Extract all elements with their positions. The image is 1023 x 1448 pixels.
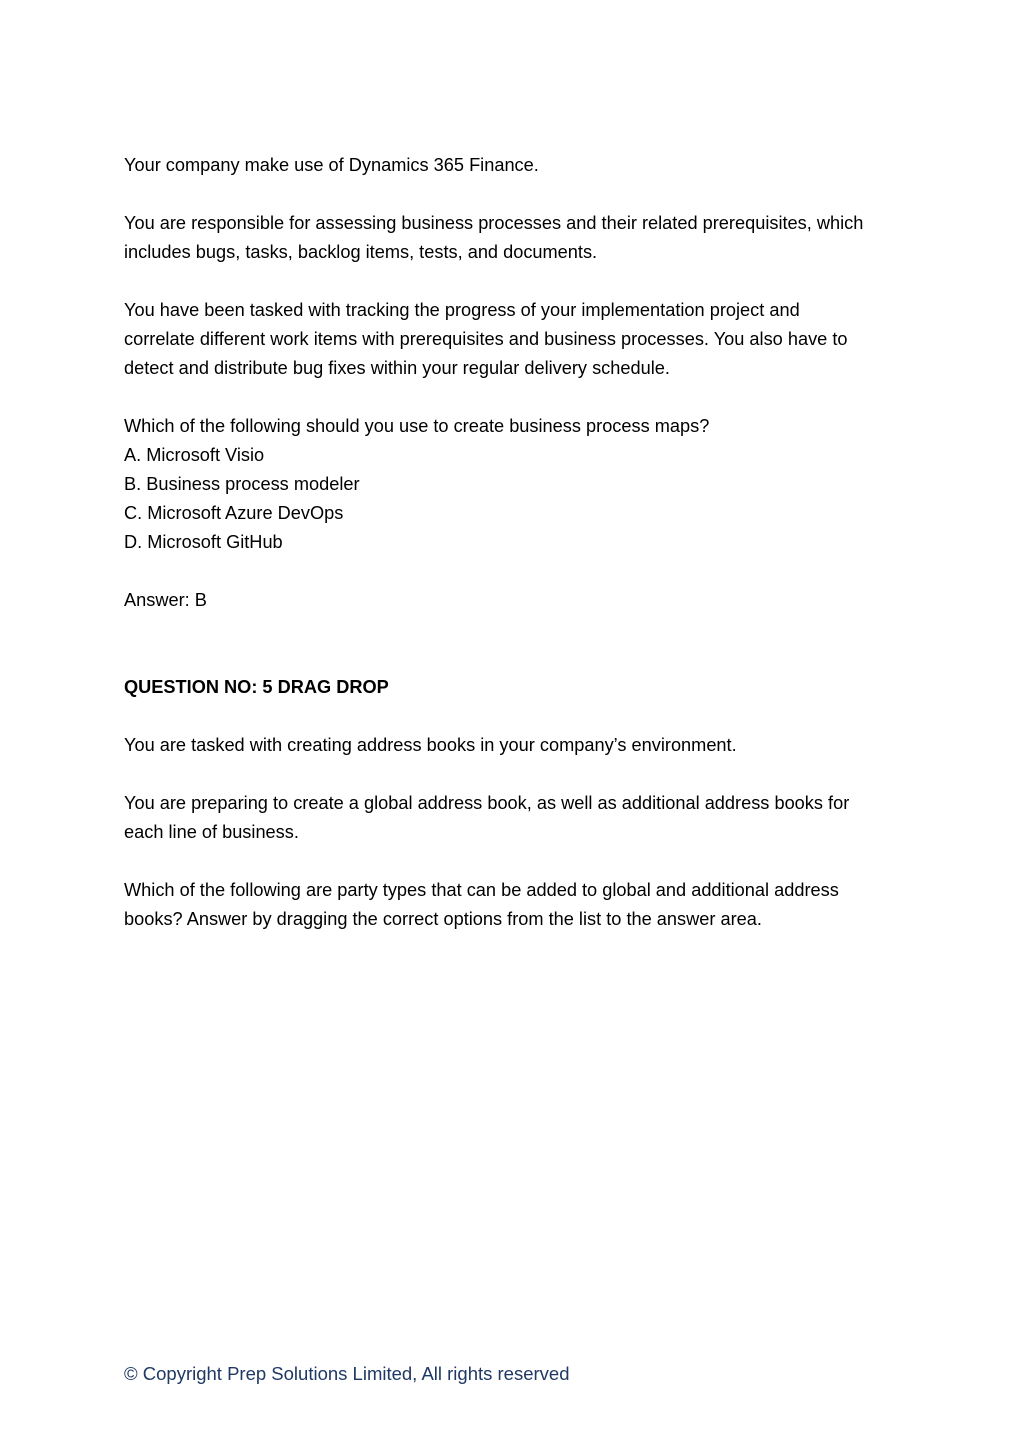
option-b: B. Business process modeler — [124, 474, 360, 494]
answer-text: Answer: B — [124, 590, 207, 610]
question-prompt: Which of the following should you use to create business process maps? — [124, 416, 710, 436]
q5-paragraph-2-line-2: each line of business. — [124, 822, 299, 842]
option-d: D. Microsoft GitHub — [124, 532, 283, 552]
task-line-1: You have been tasked with tracking the progress of your implementation project and — [124, 300, 800, 320]
q5-paragraph-3-line-1: Which of the following are party types that can be added to global and additional address — [124, 880, 839, 900]
option-c: C. Microsoft Azure DevOps — [124, 503, 344, 523]
task-line-2: correlate different work items with prerequisites and business processes. You also have to — [124, 329, 848, 349]
question-heading: QUESTION NO: 5 DRAG DROP — [124, 677, 389, 697]
task-line-3: detect and distribute bug fixes within your regular delivery schedule. — [124, 358, 670, 378]
document-page — [124, 0, 899, 1448]
responsibility-line-2: includes bugs, tasks, backlog items, tests, and documents. — [124, 242, 598, 262]
q5-paragraph-1: You are tasked with creating address books in your company’s environment. — [124, 735, 737, 755]
intro-text: Your company make use of Dynamics 365 Finance. — [124, 155, 539, 175]
responsibility-line-1: You are responsible for assessing business processes and their related prerequisites, which — [124, 213, 864, 233]
option-a: A. Microsoft Visio — [124, 445, 265, 465]
q5-paragraph-3-line-2: books? Answer by dragging the correct options from the list to the answer area. — [124, 909, 762, 929]
copyright-footer: © Copyright Prep Solutions Limited, All rights reserved — [124, 1363, 570, 1384]
q5-paragraph-2-line-1: You are preparing to create a global address book, as well as additional address books for — [124, 793, 850, 813]
